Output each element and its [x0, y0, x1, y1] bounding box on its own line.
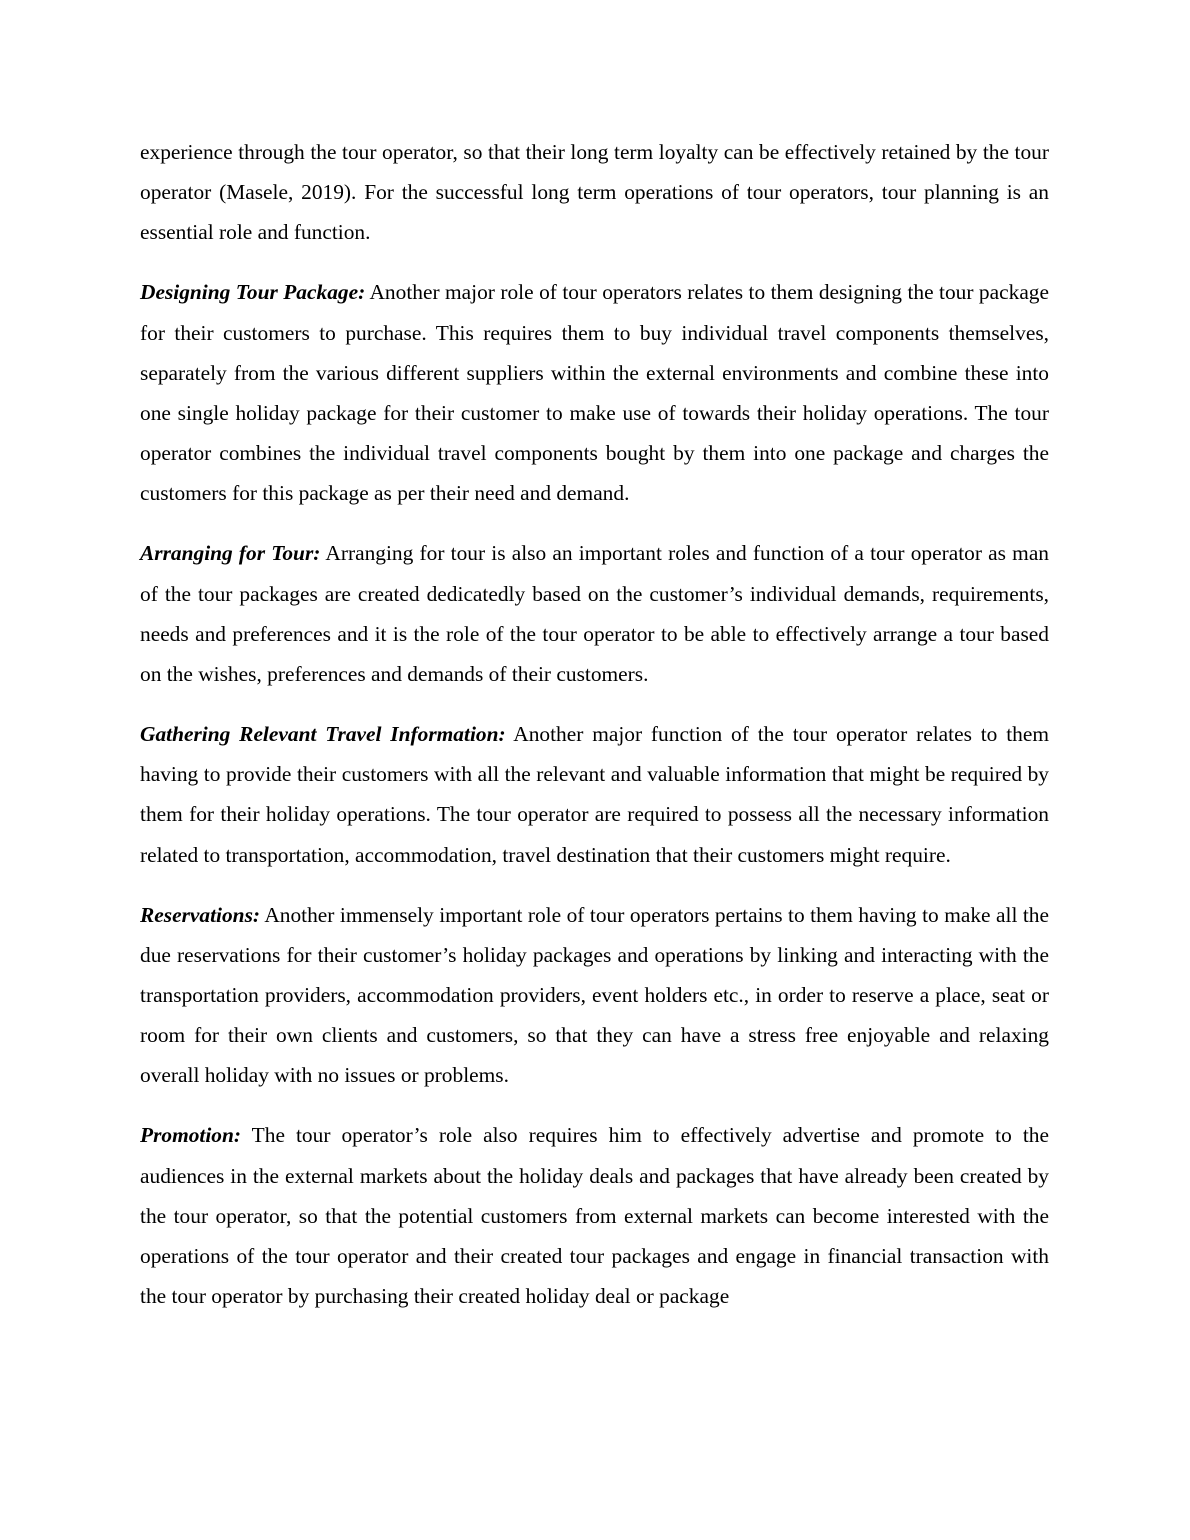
section-heading: Arranging for Tour:: [140, 541, 321, 566]
section-heading: Gathering Relevant Travel Information:: [140, 722, 506, 747]
section-promotion: [140, 1115, 1049, 1316]
section-body: Another major role of tour operators relates to them designing the tour package for their customers to purchase. This requires them to buy individual travel components themselves, separately from the various different suppliers within the external environments and combine these into one single holiday package for their customer to make use of towards their holiday operations. The tour operator combines the individual travel components bought by them into one package and charges the customers for this package as per their need and demand.: [140, 280, 1049, 506]
section-reservations: [140, 895, 1049, 1096]
section-body: Arranging for tour is also an important roles and function of a tour operator as man of the tour packages are created dedicatedly based on the customer’s individual demands, requirements, needs and preferences and it is the role of the tour operator to be able to effectively arrange a tour based on the wishes, preferences and demands of their customers.: [140, 541, 1050, 687]
section-body: Another major function of the tour operator relates to them having to provide their customers with all the relevant and valuable information that might be required by them for their holiday operations. The tour operator are required to possess all the necessary information related to transportation, accommodation, travel destination that their customers might require.: [140, 722, 1049, 867]
section-heading: Reservations:: [140, 902, 261, 927]
section-body: The tour operator’s role also requires him to effectively advertise and promote to the audiences in the external markets about the holiday deals and packages that have already been created by the tour operator, so that the potential customers from external markets can become interested with the operations of the tour operator and their created tour packages and engage in financial transaction with the tour operator by purchasing their created holiday deal or package: [140, 1123, 1049, 1309]
section-arranging-for-tour: [140, 533, 1049, 694]
section-heading: Promotion:: [140, 1123, 242, 1148]
section-body: Another immensely important role of tour operators pertains to them having to make all the due reservations for their customer’s holiday packages and operations by linking and interacting with the transportation providers, accommodation providers, event holders etc., in order to reserve a place, seat or room for their own clients and customers, so that they can have a stress free enjoyable and relaxing overall holiday with no issues or problems.: [140, 902, 1049, 1088]
document-page: [140, 132, 1049, 1316]
section-designing-tour-package: [140, 272, 1049, 513]
section-heading: Designing Tour Package:: [140, 280, 366, 305]
section-gathering-travel-information: [140, 714, 1049, 875]
intro-paragraph: experience through the tour operator, so that their long term loyalty can be effectively retained by the tour operator (Masele, 2019). For the successful long term operations of tour operators, tour planning is an essential role and function.: [140, 140, 1049, 245]
